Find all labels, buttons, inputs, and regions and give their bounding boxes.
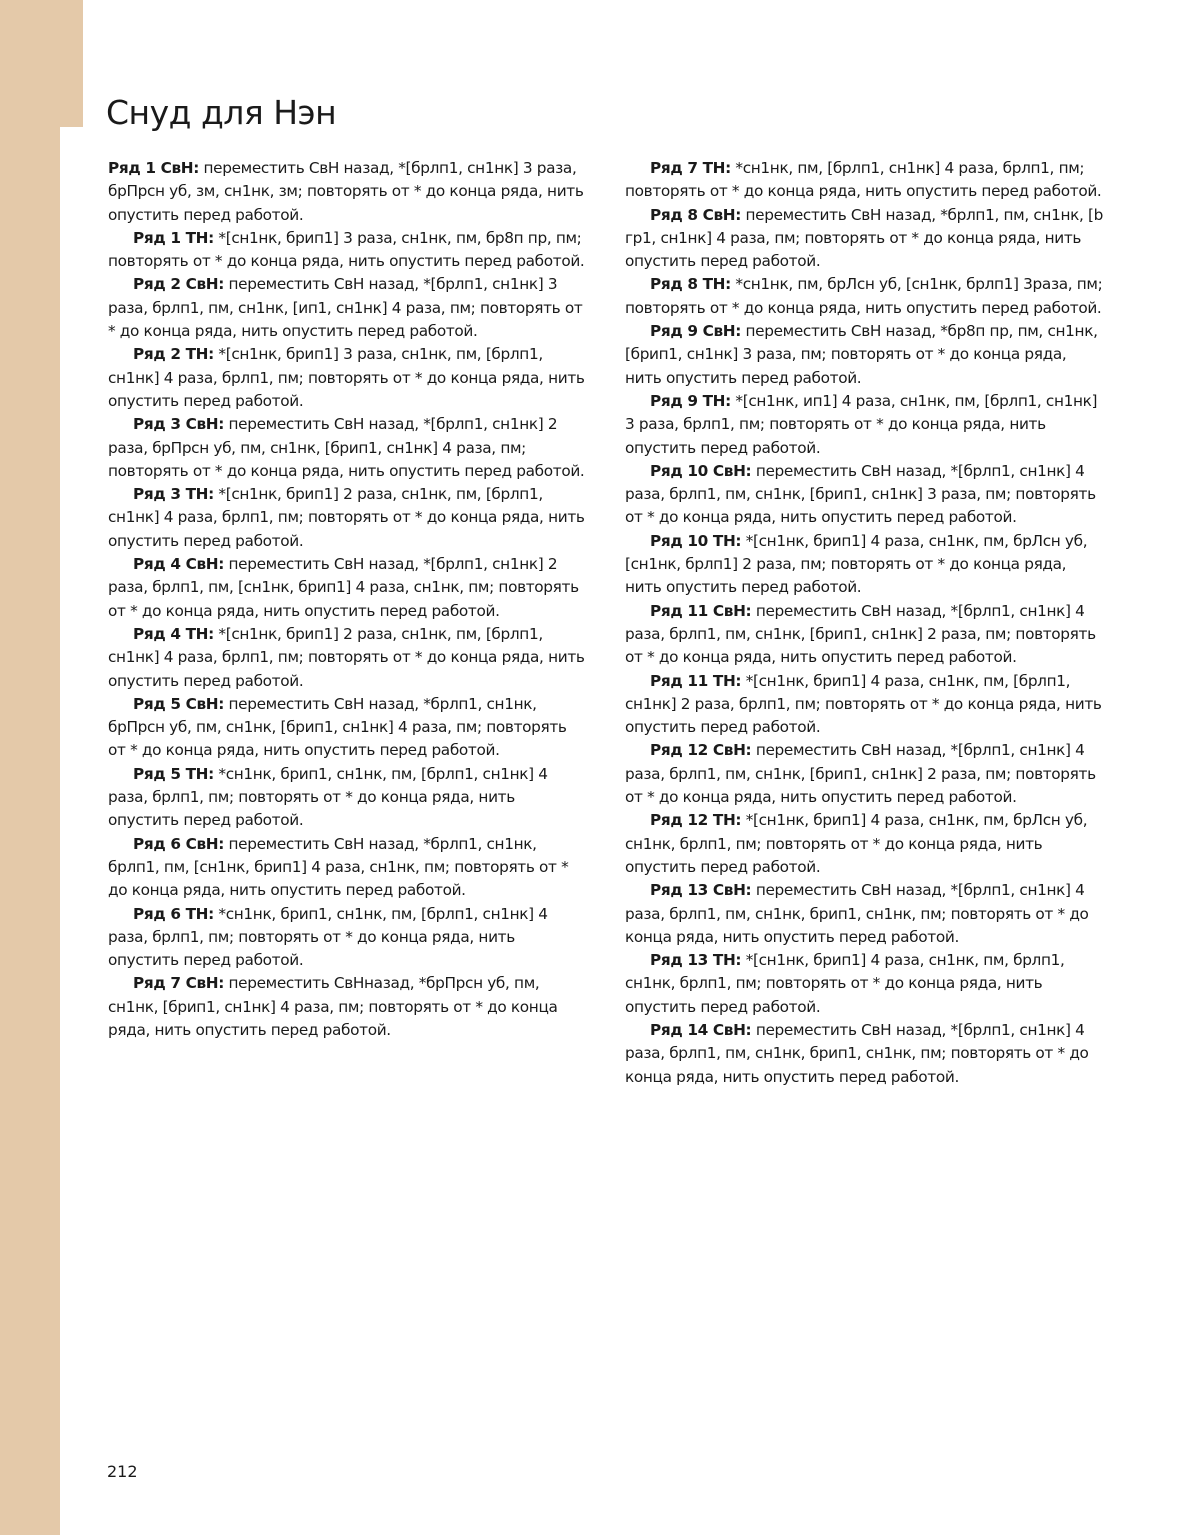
- row-label: Ряд 7 СвН:: [133, 974, 225, 993]
- row-label: Ряд 13 ТН:: [650, 951, 742, 970]
- pattern-row: [108, 483, 586, 553]
- pattern-row: [625, 670, 1103, 740]
- row-instructions: *[сн1нк, брип1] 3 раза, сн1нк, пм, бр8п пр, пм; повторять от * до конца ряда, нить опустить перед работой.: [108, 228, 585, 271]
- pattern-row: [625, 204, 1103, 274]
- row-label: Ряд 11 ТН:: [650, 671, 742, 690]
- row-label: Ряд 8 СвН:: [650, 205, 742, 224]
- row-label: Ряд 1 ТН:: [133, 228, 214, 247]
- row-instructions: *[сн1нк, брип1] 4 раза, сн1нк, пм, брлп1, сн1нк, брлп1, пм; повторять от * до конца ряда, нить опустить перед работой.: [625, 951, 1065, 1016]
- pattern-row: [625, 600, 1103, 670]
- pattern-row: [625, 879, 1103, 949]
- row-label: Ряд 8 ТН:: [650, 275, 731, 294]
- pattern-row: [108, 553, 586, 623]
- row-label: Ряд 1 СвН:: [108, 159, 200, 177]
- pattern-row: [625, 157, 1103, 204]
- row-instructions: переместить СвН назад, *брлп1, сн1нк, брлп1, пм, [сн1нк, брип1] 4 раза, сн1нк, пм; повторять от * до конца ряда, нить опустить перед работой.: [108, 834, 569, 900]
- pattern-row: [625, 739, 1103, 809]
- pattern-row: [108, 972, 586, 1042]
- pattern-row: [625, 390, 1103, 460]
- row-instructions: *[сн1нк, ип1] 4 раза, сн1нк, пм, [брлп1, сн1нк] 3 раза, брлп1, пм; повторять от * до конца ряда, нить опустить перед работой.: [625, 391, 1098, 457]
- pattern-row: [625, 460, 1103, 530]
- row-label: Ряд 11 СвН:: [650, 601, 752, 620]
- row-label: Ряд 9 СвН:: [650, 322, 742, 341]
- row-label: Ряд 5 СвН:: [133, 694, 225, 713]
- row-instructions: переместить СвНназад, *брПрсн уб, пм, сн1нк, [брип1, сн1нк] 4 раза, пм; повторять от * до конца ряда, нить опустить перед работой.: [108, 974, 558, 1039]
- row-instructions: переместить СвН назад, *[брлп1, сн1нк] 4 раза, брлп1, пм, сн1нк, брип1, сн1нк, пм; повторять от * до конца ряда, нить опустить перед работой.: [625, 881, 1089, 946]
- pattern-row: [625, 273, 1103, 320]
- decorative-band-top: [0, 0, 83, 127]
- row-label: Ряд 12 ТН:: [650, 811, 742, 830]
- row-instructions: *[сн1нк, брип1] 2 раза, сн1нк, пм, [брлп1, сн1нк] 4 раза, брлп1, пм; повторять от * до конца ряда, нить опустить перед работой.: [108, 485, 585, 550]
- pattern-row: [108, 343, 586, 413]
- pattern-row: [625, 530, 1103, 600]
- page-title: Снуд для Нэн: [106, 93, 337, 132]
- pattern-row: [625, 949, 1103, 1019]
- row-instructions: переместить СвН назад, *[брлп1, сн1нк] 3 раза, брПрсн уб, зм, сн1нк, зм; повторять от * до конца ряда, нить опустить перед работой.: [108, 159, 584, 224]
- pattern-row: [108, 623, 586, 693]
- row-label: Ряд 10 СвН:: [650, 461, 752, 480]
- row-instructions: *[сн1нк, брип1] 4 раза, сн1нк, пм, [брлп1, сн1нк] 2 раза, брлп1, пм; повторять от * до конца ряда, нить опустить перед работой.: [625, 671, 1102, 737]
- row-instructions: переместить СвН назад, *бр8п пр, пм, сн1нк, [брип1, сн1нк] 3 раза, пм; повторять от * до конца ряда, нить опустить перед работой.: [625, 322, 1098, 387]
- row-label: Ряд 3 ТН:: [133, 485, 214, 504]
- row-label: Ряд 7 ТН:: [650, 159, 731, 177]
- row-instructions: *[сн1нк, брип1] 4 раза, сн1нк, пм, брЛсн уб, [сн1нк, брлп1] 2 раза, пм; повторять от * до конца ряда, нить опустить перед работой.: [625, 531, 1088, 597]
- row-instructions: переместить СвН назад, *[брлп1, сн1нк] 4 раза, брлп1, пм, сн1нк, [брип1, сн1нк] 2 раза, пм; повторять от * до конца ряда, нить опустить перед работой.: [625, 741, 1096, 807]
- row-label: Ряд 10 ТН:: [650, 531, 742, 550]
- row-label: Ряд 4 СвН:: [133, 555, 225, 574]
- row-instructions: переместить СвН назад, *[брлп1, сн1нк] 3 раза, брлп1, пм, сн1нк, [ип1, сн1нк] 4 раза, пм; повторять от * до конца ряда, нить опустить перед работой.: [108, 275, 583, 341]
- row-label: Ряд 6 СвН:: [133, 834, 225, 853]
- row-label: Ряд 6 ТН:: [133, 904, 214, 923]
- row-label: Ряд 14 СвН:: [650, 1020, 752, 1039]
- row-label: Ряд 2 ТН:: [133, 345, 214, 364]
- row-instructions: переместить СвН назад, *[брлп1, сн1нк] 4 раза, брлп1, пм, сн1нк, брип1, сн1нк, пм; повторять от * до конца ряда, нить опустить перед работой.: [625, 1020, 1089, 1086]
- decorative-band-side: [0, 127, 60, 1535]
- pattern-row: [108, 693, 586, 763]
- column-left: [108, 157, 586, 1042]
- pattern-row: [108, 157, 586, 227]
- row-instructions: *сн1нк, пм, [брлп1, сн1нк] 4 раза, брлп1, пм; повторять от * до конца ряда, нить опустить перед работой.: [625, 159, 1102, 201]
- row-label: Ряд 13 СвН:: [650, 881, 752, 900]
- row-instructions: переместить СвН назад, *[брлп1, сн1нк] 2 раза, брлп1, пм, [сн1нк, брип1] 4 раза, сн1нк, пм; повторять от * до конца ряда, нить опустить перед работой.: [108, 555, 579, 620]
- pattern-row: [108, 833, 586, 903]
- page-number: 212: [107, 1462, 138, 1481]
- pattern-row: [625, 809, 1103, 879]
- row-label: Ряд 3 СвН:: [133, 415, 225, 434]
- row-label: Ряд 9 ТН:: [650, 391, 731, 410]
- row-instructions: *сн1нк, брип1, сн1нк, пм, [брлп1, сн1нк] 4 раза, брлп1, пм; повторять от * до конца ряда, нить опустить перед работой.: [108, 904, 548, 970]
- row-label: Ряд 5 ТН:: [133, 764, 214, 783]
- column-right: [625, 157, 1103, 1089]
- pattern-row: [108, 763, 586, 833]
- row-instructions: *[сн1нк, брип1] 2 раза, сн1нк, пм, [брлп1, сн1нк] 4 раза, брлп1, пм; повторять от * до конца ряда, нить опустить перед работой.: [108, 624, 585, 690]
- row-label: Ряд 2 СвН:: [133, 275, 225, 294]
- row-instructions: переместить СвН назад, *[брлп1, сн1нк] 2 раза, брПрсн уб, пм, сн1нк, [брип1, сн1нк] 4 раза, пм; повторять от * до конца ряда, нить опустить перед работой.: [108, 415, 585, 480]
- row-instructions: *[сн1нк, брип1] 3 раза, сн1нк, пм, [брлп1, сн1нк] 4 раза, брлп1, пм; повторять от * до конца ряда, нить опустить перед работой.: [108, 345, 585, 410]
- row-instructions: *сн1нк, брип1, сн1нк, пм, [брлп1, сн1нк] 4 раза, брлп1, пм; повторять от * до конца ряда, нить опустить перед работой.: [108, 764, 548, 830]
- row-instructions: переместить СвН назад, *[брлп1, сн1нк] 4 раза, брлп1, пм, сн1нк, [брип1, сн1нк] 2 раза, пм; повторять от * до конца ряда, нить опустить перед работой.: [625, 601, 1096, 667]
- row-instructions: переместить СвН назад, *[брлп1, сн1нк] 4 раза, брлп1, пм, сн1нк, [брип1, сн1нк] 3 раза, пм; повторять от * до конца ряда, нить опустить перед работой.: [625, 461, 1096, 527]
- pattern-row: [108, 273, 586, 343]
- pattern-row: [625, 1019, 1103, 1089]
- pattern-row: [108, 903, 586, 973]
- pattern-row: [625, 320, 1103, 390]
- row-instructions: *сн1нк, пм, брЛсн уб, [сн1нк, брлп1] 3раза, пм; повторять от * до конца ряда, нить опустить перед работой.: [625, 275, 1103, 317]
- row-instructions: переместить СвН назад, *брлп1, сн1нк, брПрсн уб, пм, сн1нк, [брип1, сн1нк] 4 раза, пм; повторять от * до конца ряда, нить опустить перед работой.: [108, 694, 567, 760]
- row-label: Ряд 4 ТН:: [133, 624, 214, 643]
- pattern-row: [108, 413, 586, 483]
- row-instructions: переместить СвН назад, *брлп1, пм, сн1нк, [b гр1, сн1нк] 4 раза, пм; повторять от * до конца ряда, нить опустить перед работой.: [625, 205, 1103, 271]
- pattern-row: [108, 227, 586, 274]
- row-label: Ряд 12 СвН:: [650, 741, 752, 760]
- row-instructions: *[сн1нк, брип1] 4 раза, сн1нк, пм, брЛсн уб, сн1нк, брлп1, пм; повторять от * до конца ряда, нить опустить перед работой.: [625, 811, 1088, 876]
